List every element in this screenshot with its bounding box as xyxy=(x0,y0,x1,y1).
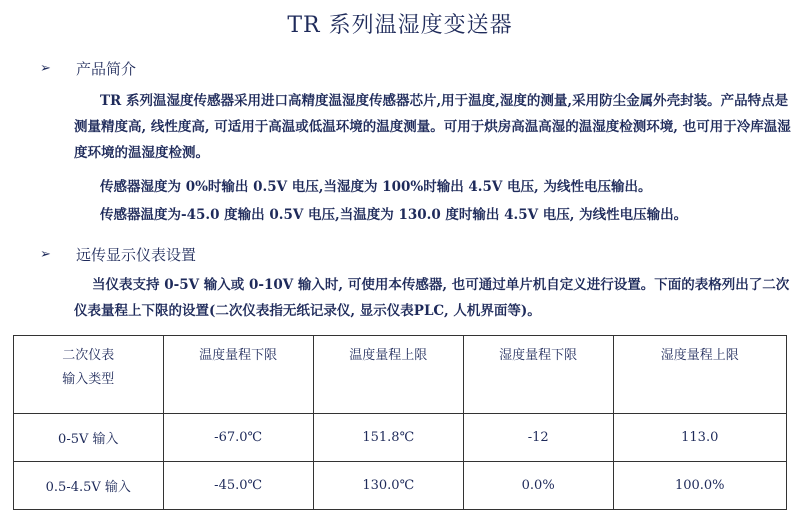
table-row xyxy=(14,462,787,510)
header-temp-upper: 温度量程上限 xyxy=(313,336,463,414)
header-input-type xyxy=(14,336,164,414)
header-line: 输入类型 xyxy=(62,372,115,387)
table-header-row xyxy=(14,336,787,414)
header-hum-lower: 湿度量程下限 xyxy=(463,336,613,414)
arrow-bullet-icon: ➢ xyxy=(40,61,51,76)
cell-hum-lower: 0.0% xyxy=(463,462,613,510)
section-heading-label: 产品简介 xyxy=(76,60,137,78)
table-row xyxy=(14,414,787,462)
section-heading-remote-display xyxy=(40,244,196,265)
cell-temp-upper: 130.0℃ xyxy=(313,462,463,510)
header-hum-upper: 湿度量程上限 xyxy=(613,336,787,414)
cell-temp-lower: -67.0℃ xyxy=(163,414,313,462)
range-settings-table xyxy=(13,335,787,510)
cell-input-type: 0.5-4.5V 输入 xyxy=(14,462,164,510)
document-title: TR 系列温湿度变送器 xyxy=(287,13,513,38)
cell-hum-upper: 113.0 xyxy=(613,414,787,462)
paragraph-temperature-output: 传感器温度为-45.0 度输出 0.5V 电压,当温度为 130.0 度时输出 4.5V 电压, 为线性电压输出。 xyxy=(100,207,688,223)
section-heading-product-intro xyxy=(40,58,136,79)
cell-temp-lower: -45.0℃ xyxy=(163,462,313,510)
paragraph-humidity-output: 传感器湿度为 0%时输出 0.5V 电压,当湿度为 100%时输出 4.5V 电压, 为线性电压输出。 xyxy=(100,179,652,195)
paragraph-remote-display: 当仪表支持 0-5V 输入或 0-10V 输入时, 可使用本传感器, 也可通过单片机自定义进行设置。下面的表格列出了二次仪表量程上下限的设置(二次仪表指无纸记录仪, 显示仪表PLC, 人机界面等)。 xyxy=(74,277,790,319)
cell-hum-upper: 100.0% xyxy=(613,462,787,510)
cell-hum-lower: -12 xyxy=(463,414,613,462)
cell-input-type: 0-5V 输入 xyxy=(14,414,164,462)
header-line: 二次仪表 xyxy=(62,348,115,363)
paragraph-product-intro: TR 系列温湿度传感器采用进口高精度温湿度传感器芯片,用于温度,湿度的测量,采用防尘金属外壳封装。产品特点是测量精度高, 线性度高, 可适用于高温或低温环境的温度测量。可用于烘房高温高湿的温湿度检测环境, 也可用于冷库温湿度环境的温湿度检测。 xyxy=(74,93,791,161)
cell-temp-upper: 151.8℃ xyxy=(313,414,463,462)
header-temp-lower: 温度量程下限 xyxy=(163,336,313,414)
section-heading-label: 远传显示仪表设置 xyxy=(76,246,197,264)
arrow-bullet-icon: ➢ xyxy=(40,247,51,262)
